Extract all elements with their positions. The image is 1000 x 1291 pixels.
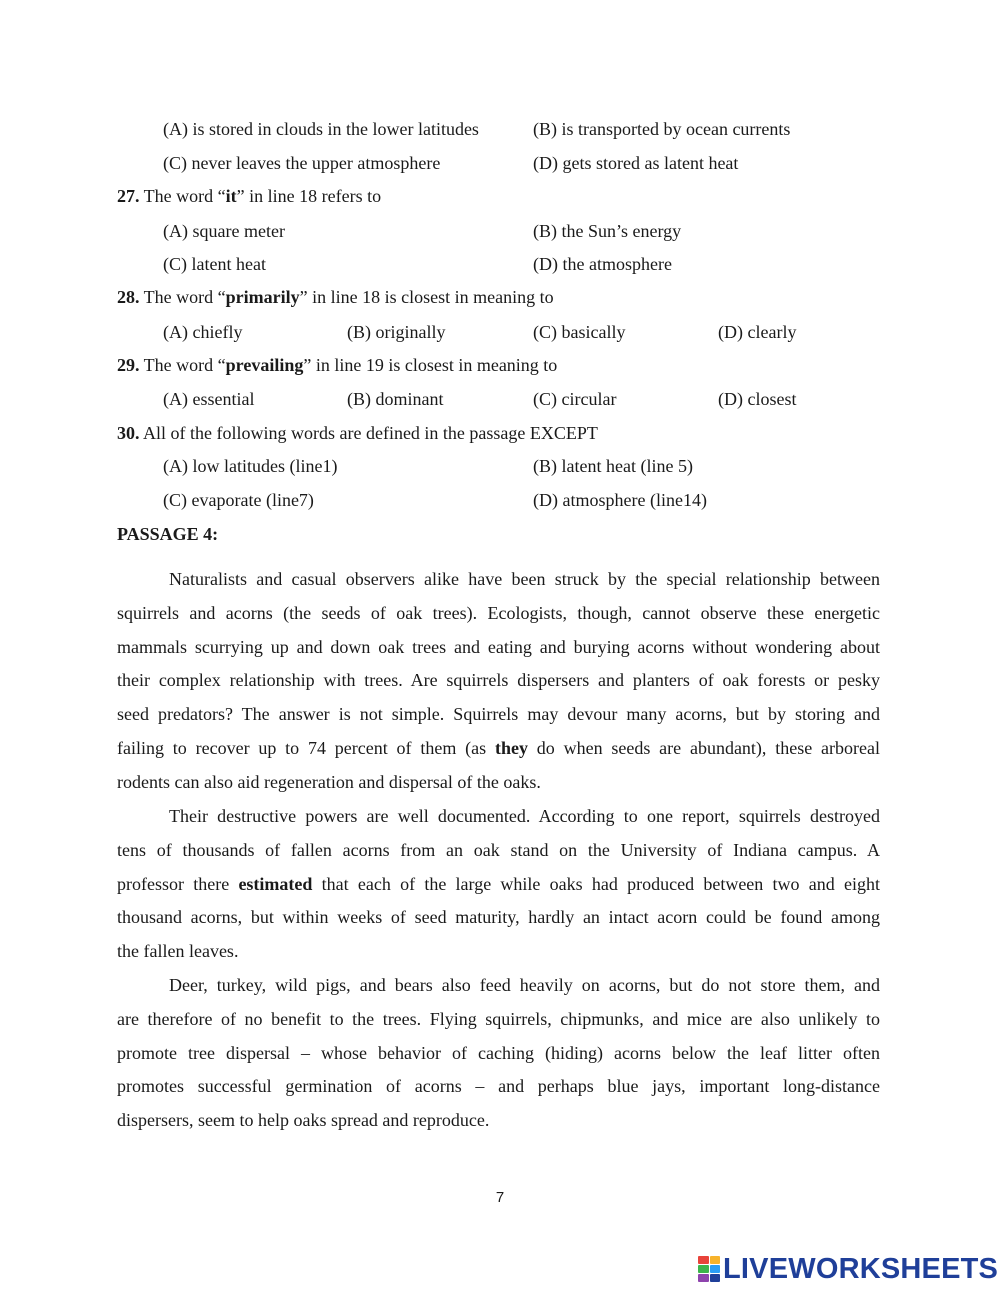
q30-option-b: (B) latent heat (line 5) [533, 456, 693, 476]
question-keyword: primarily [225, 287, 300, 307]
q28-option-b: (B) originally [347, 322, 446, 342]
paragraph-line: Naturalists and casual observers alike have been struck by the special relationship between [169, 569, 880, 589]
q27-option-a: (A) square meter [163, 221, 285, 241]
line-text: failing to recover up to 74 percent of them (as [117, 737, 495, 758]
question-27 [117, 184, 381, 208]
q27-option-d: (D) the atmosphere [533, 254, 672, 274]
question-text-post: ” in line 18 is closest in meaning to [299, 287, 554, 307]
paragraph-line: mammals scurrying up and down oak trees and eating and burying acorns without wondering about [117, 636, 880, 657]
paragraph-line: dispersers, seem to help oaks spread and reproduce. [117, 1110, 490, 1131]
q30-option-d: (D) atmosphere (line14) [533, 490, 707, 510]
line-text: do when seeds are abundant), these arboreal [527, 737, 880, 758]
question-text: All of the following words are defined in the passage EXCEPT [139, 423, 598, 443]
paragraph-line: seed predators? The answer is not simple. Squirrels may devour many acorns, but by storing and [117, 704, 880, 725]
question-28 [117, 285, 554, 309]
question-30 [117, 421, 598, 445]
paragraph-line: tens of thousands of fallen acorns from an oak stand on the University of Indiana campus. A [117, 839, 880, 860]
page-number: 7 [495, 1189, 505, 1206]
q30-option-c: (C) evaporate (line7) [163, 490, 314, 510]
q28-option-a: (A) chiefly [163, 322, 243, 342]
q29-option-d: (D) closest [718, 389, 797, 409]
question-number: 29. [117, 355, 140, 375]
q29-option-c: (C) circular [533, 389, 617, 409]
paragraph-line: Their destructive powers are well documented. According to one report, squirrels destroyed [169, 806, 880, 826]
paragraph-line: thousand acorns, but within weeks of seed maturity, hardly an intact acorn could be found among [117, 907, 880, 928]
question-text-post: ” in line 18 refers to [236, 186, 382, 206]
passage-paragraph-3 [117, 969, 880, 1138]
q27-option-c: (C) latent heat [163, 254, 266, 274]
question-keyword: it [225, 186, 237, 206]
liveworksheets-icon [698, 1256, 720, 1282]
paragraph-line [117, 868, 880, 902]
paragraph-line: promote tree dispersal – whose behavior of caching (hiding) acorns below the leaf litter often [117, 1042, 880, 1063]
passage-heading: PASSAGE 4: [117, 524, 219, 544]
q26-option-a: (A) is stored in clouds in the lower latitudes [163, 119, 479, 139]
q28-option-c: (C) basically [533, 322, 626, 342]
liveworksheets-logo[interactable] [698, 1252, 998, 1286]
question-text-pre: The word “ [139, 355, 226, 375]
question-text-pre: The word “ [139, 287, 226, 307]
paragraph-line: promotes successful germination of acorns – and perhaps blue jays, important long-distance [117, 1076, 880, 1097]
q30-option-a: (A) low latitudes (line1) [163, 456, 338, 476]
question-number: 28. [117, 287, 140, 307]
paragraph-line: squirrels and acorns (the seeds of oak trees). Ecologists, though, cannot observe these energetic [117, 602, 880, 623]
line-text: professor there [117, 873, 239, 894]
question-text-post: ” in line 19 is closest in meaning to [303, 355, 558, 375]
q27-option-b: (B) the Sun’s energy [533, 221, 682, 241]
brand-name: LIVEWORKSHEETS [723, 1252, 999, 1285]
question-keyword: prevailing [225, 355, 304, 375]
q26-option-c: (C) never leaves the upper atmosphere [163, 153, 441, 173]
q29-option-b: (B) dominant [347, 389, 444, 409]
paragraph-line: the fallen leaves. [117, 941, 239, 962]
highlighted-word: they [494, 737, 528, 758]
question-number: 30. [117, 423, 140, 443]
paragraph-line: Deer, turkey, wild pigs, and bears also feed heavily on acorns, but do not store them, and [169, 975, 880, 995]
paragraph-line: rodents can also aid regeneration and dispersal of the oaks. [117, 771, 541, 792]
passage-paragraph-2 [117, 800, 880, 969]
question-text-pre: The word “ [139, 186, 226, 206]
line-text: that each of the large while oaks had produced between two and eight [312, 873, 880, 894]
highlighted-word: estimated [238, 873, 313, 894]
paragraph-line: their complex relationship with trees. Are squirrels dispersers and planters of oak forests or pesky [117, 670, 880, 691]
paragraph-line [117, 732, 880, 766]
passage-paragraph-1 [117, 563, 880, 800]
q26-option-d: (D) gets stored as latent heat [533, 153, 739, 173]
q28-option-d: (D) clearly [718, 322, 797, 342]
paragraph-line: are therefore of no benefit to the trees. Flying squirrels, chipmunks, and mice are also unlikely to [117, 1008, 880, 1029]
q29-option-a: (A) essential [163, 389, 255, 409]
question-29 [117, 353, 557, 377]
question-number: 27. [117, 186, 140, 206]
q26-option-b: (B) is transported by ocean currents [533, 119, 791, 139]
